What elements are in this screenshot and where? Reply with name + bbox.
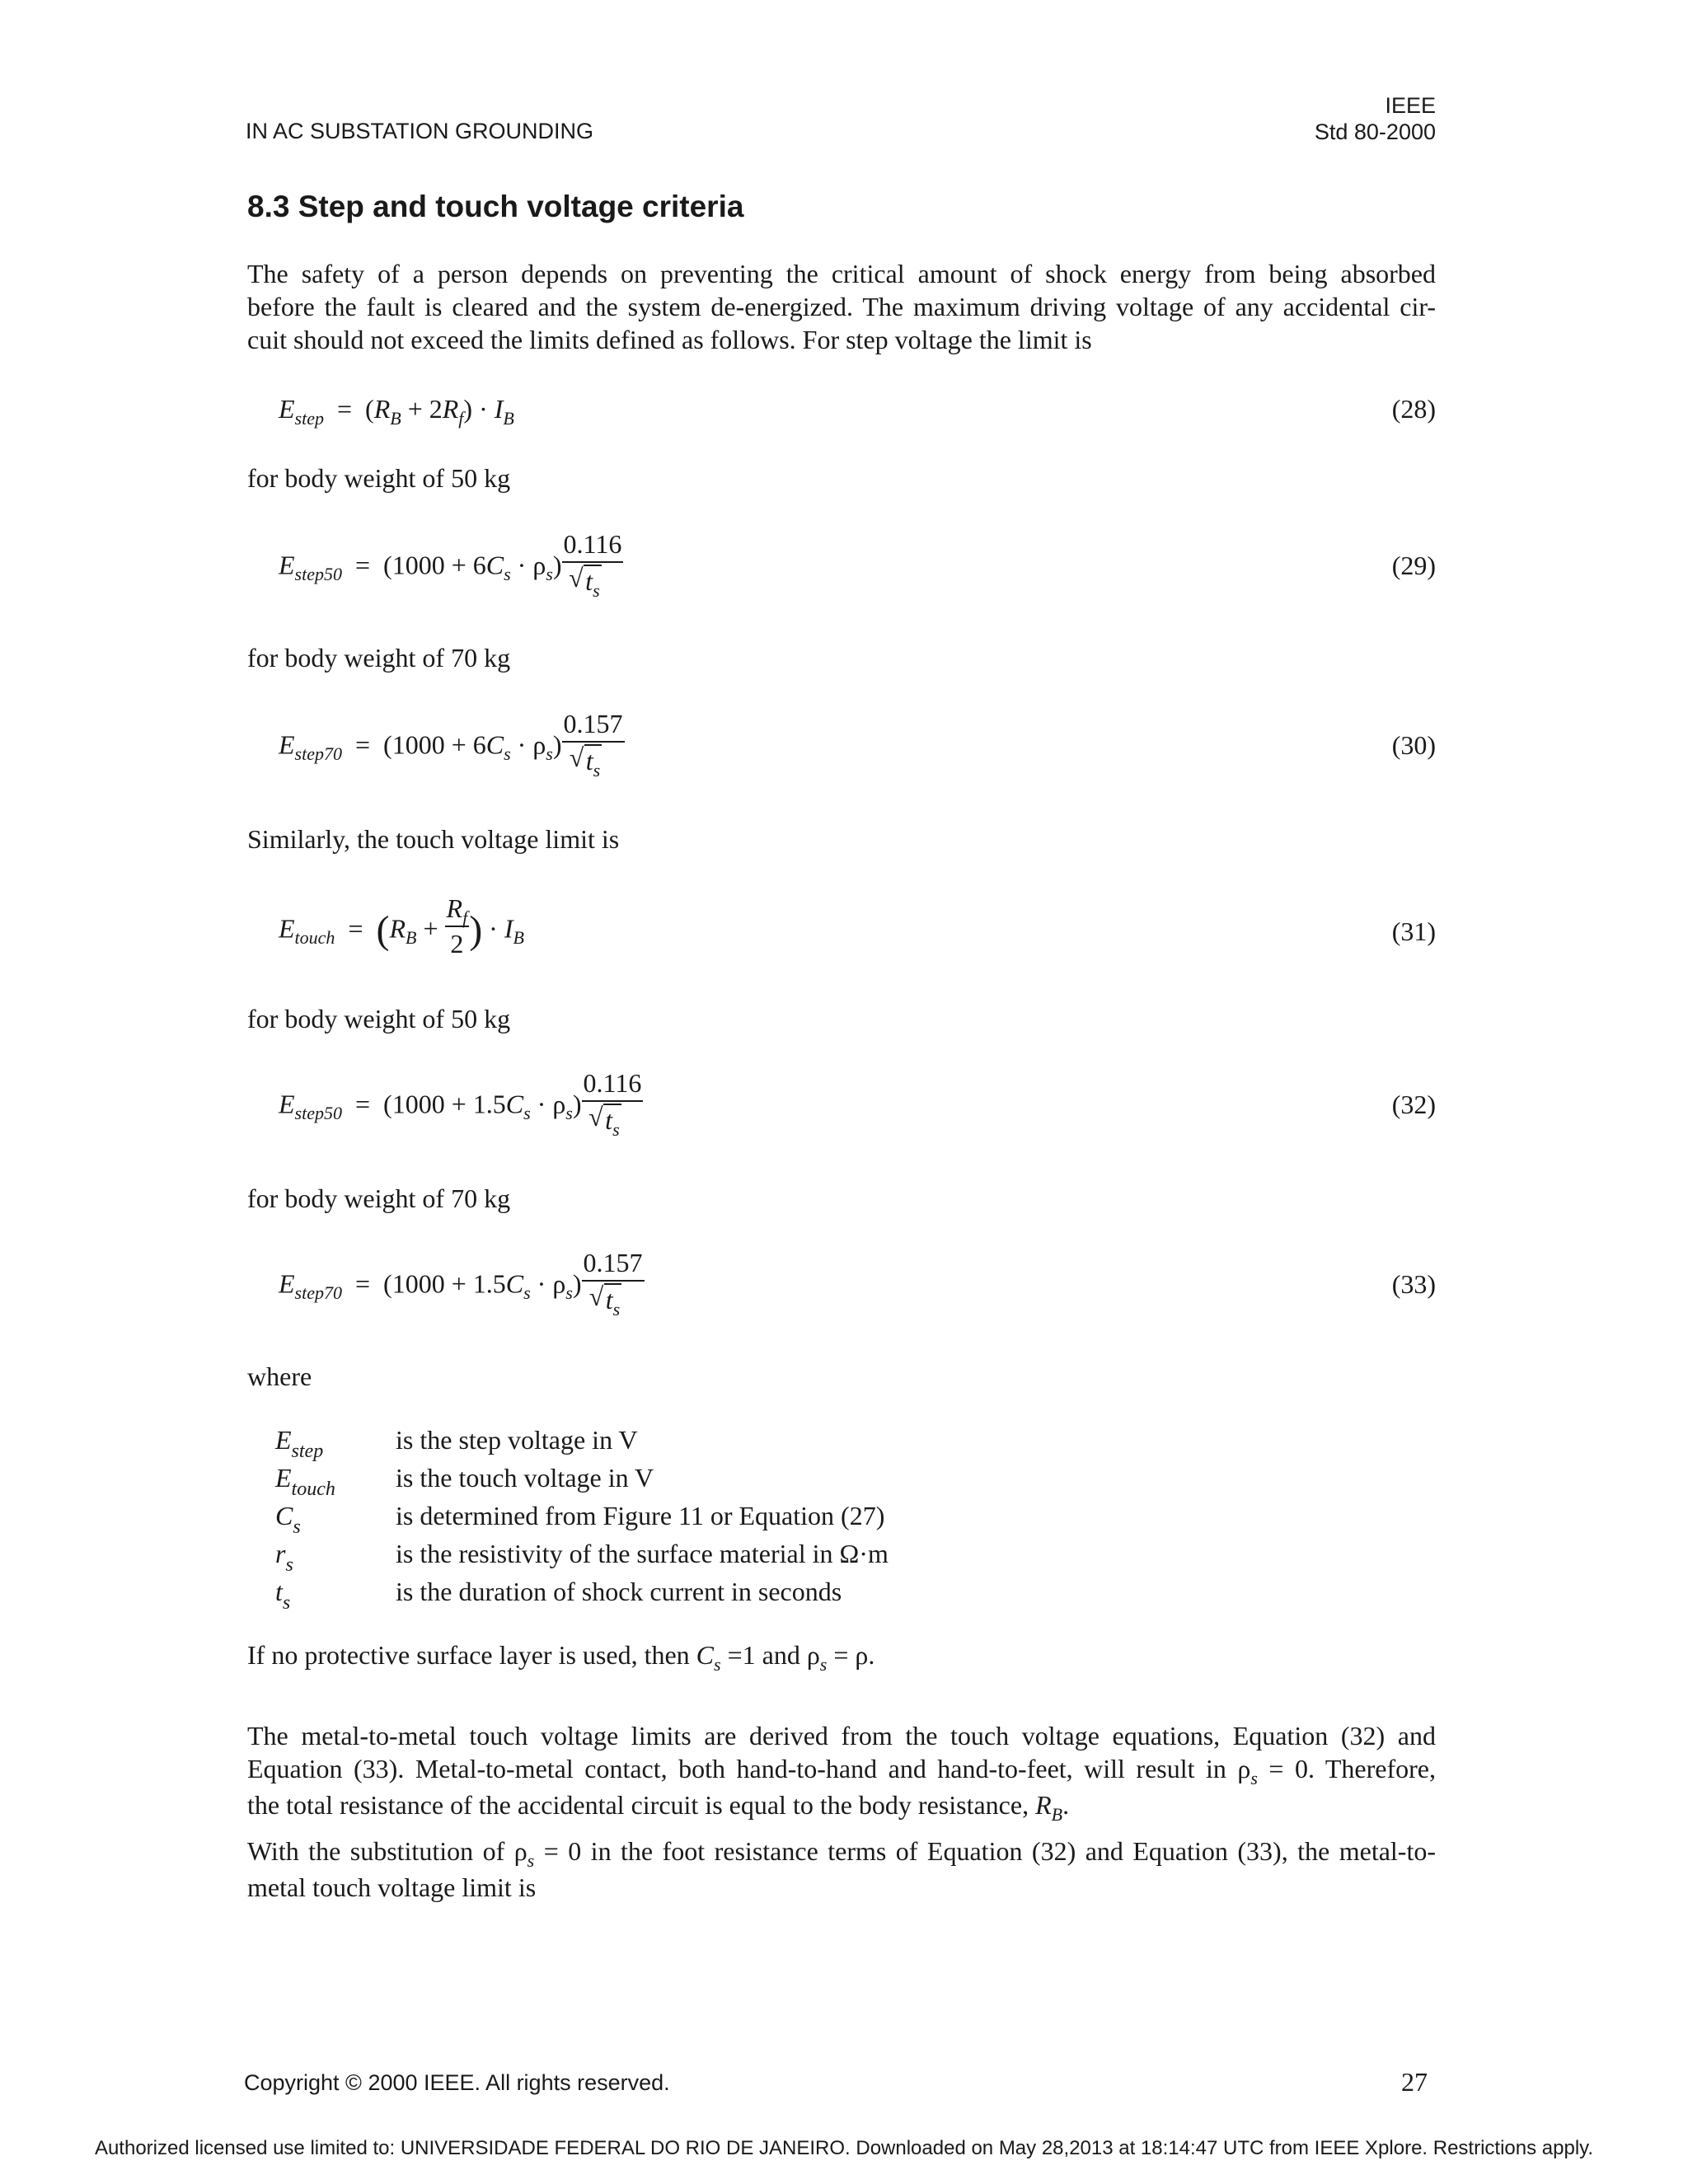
definition-symbol: $E_{touch}$ bbox=[275, 1463, 335, 1500]
definition-row bbox=[275, 1539, 889, 1577]
license-notice: Authorized licensed use limited to: UNIVERSIDADE FEDERAL DO RIO DE JANEIRO. Downloaded on May 28,2013 at 18:14:47 UTC from IEEE Xplore. Restrictions apply. bbox=[94, 2137, 1594, 2159]
subst-line-2: metal touch voltage limit is bbox=[247, 1872, 537, 1902]
metal-line-2: Equation (33). Metal-to-metal contact, both hand-to-hand and hand-to-feet, will result in $\rho_s = 0$. Therefore, bbox=[247, 1754, 1437, 1788]
subst-line-1: With the substitution of $\rho_s = 0$ in the foot resistance terms of Equation (32) and Equation (33), the metal-to- bbox=[247, 1836, 1436, 1871]
body-weight-70-label: for body weight of 70 kg bbox=[247, 643, 511, 673]
intro-line-3: cuit should not exceed the limits defined as follows. For step voltage the limit is bbox=[247, 325, 1092, 354]
equation-33: $E_{step70} = (1000 + 1.5C_s \cdot \rho_s)$ 0.157 √ $t_s$ bbox=[279, 1253, 645, 1320]
touch-limit-intro: Similarly, the touch voltage limit is bbox=[247, 824, 620, 854]
copyright-footer: Copyright © 2000 IEEE. All rights reserved. bbox=[244, 2070, 670, 2095]
page-number: 27 bbox=[1401, 2067, 1428, 2097]
section-title: 8.3 Step and touch voltage criteria bbox=[247, 190, 744, 223]
body-weight-50-label-touch: for body weight of 50 kg bbox=[247, 1004, 511, 1033]
body-weight-50-label: for body weight of 50 kg bbox=[247, 463, 511, 493]
equation-number-33: (33) bbox=[1391, 1269, 1436, 1299]
metal-to-metal-paragraph bbox=[247, 1719, 1436, 1825]
metal-line-3: the total resistance of the accidental circuit is equal to the body resistance, $R_B$. bbox=[247, 1790, 1070, 1825]
definition-text: is the touch voltage in V bbox=[396, 1463, 654, 1493]
metal-line-1: The metal-to-metal touch voltage limits are derived from the touch voltage equations, Equation (32) and bbox=[247, 1721, 1436, 1750]
definition-text: is the step voltage in V bbox=[396, 1425, 638, 1455]
definition-symbol: $r_s$ bbox=[275, 1539, 293, 1576]
equation-number-32: (32) bbox=[1391, 1090, 1436, 1119]
equation-29: $E_{step50} = (1000 + 6C_s \cdot \rho_s)$ 0.116 √ $t_s$ bbox=[279, 534, 623, 602]
running-header-standard bbox=[1315, 92, 1436, 145]
intro-line-2: before the fault is cleared and the system de-energized. The maximum driving voltage of any accidental cir- bbox=[247, 292, 1436, 321]
definition-row bbox=[275, 1501, 889, 1539]
substitution-paragraph bbox=[247, 1835, 1436, 1904]
equation-number-30: (30) bbox=[1391, 730, 1436, 760]
definition-row bbox=[275, 1463, 889, 1501]
intro-line-1: The safety of a person depends on preventing the critical amount of shock energy from being absorbed bbox=[247, 259, 1436, 288]
body-weight-70-label-touch: for body weight of 70 kg bbox=[247, 1183, 511, 1213]
equation-28: $E_{step} = (R_B + 2R_f) \cdot I_B$ bbox=[279, 394, 514, 429]
definition-symbol: $C_s$ bbox=[275, 1501, 301, 1538]
definition-symbol: $E_{step}$ bbox=[275, 1425, 324, 1462]
intro-paragraph bbox=[247, 257, 1436, 356]
equation-30: $E_{step70} = (1000 + 6C_s \cdot \rho_s)$ 0.157 √ $t_s$ bbox=[279, 714, 625, 781]
running-header-title: IN AC SUBSTATION GROUNDING bbox=[246, 119, 594, 143]
equation-32: $E_{step50} = (1000 + 1.5C_s \cdot \rho_s)$ 0.116 √ $t_s$ bbox=[279, 1073, 643, 1141]
definition-text: is determined from Figure 11 or Equation (27) bbox=[396, 1501, 885, 1530]
definition-symbol: $t_s$ bbox=[275, 1577, 291, 1614]
where-label: where bbox=[247, 1361, 312, 1391]
header-ieee: IEEE bbox=[1385, 93, 1436, 118]
definition-row bbox=[275, 1425, 889, 1463]
equation-number-31: (31) bbox=[1391, 916, 1436, 946]
definitions-list bbox=[275, 1425, 889, 1615]
equation-number-29: (29) bbox=[1391, 551, 1436, 580]
header-std-number: Std 80-2000 bbox=[1314, 120, 1436, 144]
equation-number-28: (28) bbox=[1391, 394, 1436, 424]
definition-text: is the duration of shock current in seconds bbox=[396, 1577, 842, 1606]
equation-31: $E_{touch} = (R_B$ + $\frac{R_f}{2}$ ) · $I_B$ bbox=[279, 893, 524, 958]
no-surface-layer-note: If no protective surface layer is used, then $C_s =1$ and $\rho_s = \rho$. bbox=[247, 1640, 875, 1675]
definition-row bbox=[275, 1577, 889, 1615]
definition-text: is the resistivity of the surface material in Ω·m bbox=[396, 1539, 889, 1568]
